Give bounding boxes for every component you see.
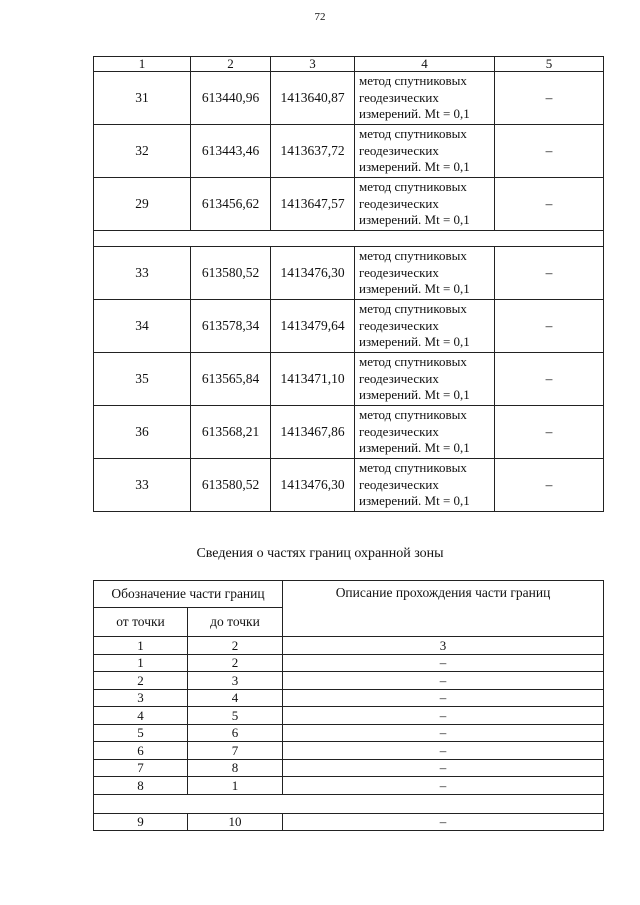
method-line: измерений. Mt = 0,1 bbox=[359, 281, 470, 297]
table-row bbox=[94, 459, 604, 512]
table-row bbox=[94, 777, 604, 795]
table-row bbox=[94, 300, 604, 353]
to-point: 8 bbox=[188, 759, 283, 777]
column-number-row bbox=[94, 637, 604, 655]
method-line: геодезических bbox=[359, 370, 439, 386]
from-point: 7 bbox=[94, 759, 188, 777]
method-cell bbox=[355, 406, 495, 459]
x-coordinate: 613443,46 bbox=[191, 125, 271, 178]
point-id: 33 bbox=[94, 247, 191, 300]
point-id: 35 bbox=[94, 353, 191, 406]
method-cell bbox=[355, 178, 495, 231]
to-point: 1 bbox=[188, 777, 283, 795]
to-point: 10 bbox=[188, 813, 283, 831]
from-point: 5 bbox=[94, 724, 188, 742]
y-coordinate: 1413467,86 bbox=[271, 406, 355, 459]
method-line: измерений. Mt = 0,1 bbox=[359, 106, 470, 122]
note-cell: – bbox=[495, 247, 604, 300]
table-row bbox=[94, 689, 604, 707]
y-coordinate: 1413647,57 bbox=[271, 178, 355, 231]
point-id: 29 bbox=[94, 178, 191, 231]
note-cell: – bbox=[495, 125, 604, 178]
y-coordinate: 1413637,72 bbox=[271, 125, 355, 178]
table-row bbox=[94, 353, 604, 406]
y-coordinate: 1413479,64 bbox=[271, 300, 355, 353]
method-line: метод спутниковых bbox=[359, 301, 467, 317]
y-coordinate: 1413476,30 bbox=[271, 247, 355, 300]
method-line: метод спутниковых bbox=[359, 248, 467, 264]
x-coordinate: 613565,84 bbox=[191, 353, 271, 406]
method-line: метод спутниковых bbox=[359, 354, 467, 370]
x-coordinate: 613456,62 bbox=[191, 178, 271, 231]
table-row bbox=[94, 406, 604, 459]
method-line: метод спутниковых bbox=[359, 460, 467, 476]
to-point: 3 bbox=[188, 672, 283, 690]
method-line: геодезических bbox=[359, 476, 439, 492]
description: – bbox=[283, 759, 604, 777]
x-coordinate: 613580,52 bbox=[191, 459, 271, 512]
description: – bbox=[283, 689, 604, 707]
description: – bbox=[283, 672, 604, 690]
method-line: измерений. Mt = 0,1 bbox=[359, 334, 470, 350]
column-number: 1 bbox=[94, 637, 188, 655]
from-point: 8 bbox=[94, 777, 188, 795]
method-line: геодезических bbox=[359, 89, 439, 105]
description: – bbox=[283, 742, 604, 760]
table-row bbox=[94, 742, 604, 760]
y-coordinate: 1413476,30 bbox=[271, 459, 355, 512]
point-id: 36 bbox=[94, 406, 191, 459]
x-coordinate: 613580,52 bbox=[191, 247, 271, 300]
x-coordinate: 613440,96 bbox=[191, 72, 271, 125]
table-row bbox=[94, 247, 604, 300]
method-line: измерений. Mt = 0,1 bbox=[359, 493, 470, 509]
from-point: 2 bbox=[94, 672, 188, 690]
separator-cell bbox=[94, 794, 604, 813]
to-point: 6 bbox=[188, 724, 283, 742]
method-cell bbox=[355, 300, 495, 353]
header-description: Описание прохождения части границ bbox=[283, 581, 604, 637]
method-line: метод спутниковых bbox=[359, 73, 467, 89]
point-id: 31 bbox=[94, 72, 191, 125]
note-cell: – bbox=[495, 72, 604, 125]
table-separator-row bbox=[94, 794, 604, 813]
table-row bbox=[94, 813, 604, 831]
header-to-point: до точки bbox=[188, 608, 283, 637]
table-row bbox=[94, 178, 604, 231]
method-cell bbox=[355, 247, 495, 300]
note-cell: – bbox=[495, 353, 604, 406]
from-point: 9 bbox=[94, 813, 188, 831]
method-line: измерений. Mt = 0,1 bbox=[359, 440, 470, 456]
page-number: 72 bbox=[314, 11, 326, 23]
from-point: 6 bbox=[94, 742, 188, 760]
method-line: метод спутниковых bbox=[359, 179, 467, 195]
column-number: 5 bbox=[495, 57, 604, 72]
table-row bbox=[94, 759, 604, 777]
from-point: 3 bbox=[94, 689, 188, 707]
from-point: 1 bbox=[94, 654, 188, 672]
table-header-row bbox=[94, 581, 604, 608]
table-row bbox=[94, 707, 604, 725]
table-row bbox=[94, 654, 604, 672]
description: – bbox=[283, 707, 604, 725]
description: – bbox=[283, 777, 604, 795]
coordinates-table bbox=[93, 56, 604, 512]
table-row bbox=[94, 724, 604, 742]
description: – bbox=[283, 724, 604, 742]
table-row bbox=[94, 72, 604, 125]
column-number: 3 bbox=[271, 57, 355, 72]
method-line: геодезических bbox=[359, 423, 439, 439]
method-cell bbox=[355, 125, 495, 178]
to-point: 2 bbox=[188, 654, 283, 672]
note-cell: – bbox=[495, 459, 604, 512]
method-cell bbox=[355, 72, 495, 125]
note-cell: – bbox=[495, 406, 604, 459]
column-number: 2 bbox=[191, 57, 271, 72]
method-line: геодезических bbox=[359, 142, 439, 158]
boundary-parts-table bbox=[93, 580, 604, 831]
column-number: 3 bbox=[283, 637, 604, 655]
y-coordinate: 1413471,10 bbox=[271, 353, 355, 406]
method-line: геодезических bbox=[359, 264, 439, 280]
separator-cell bbox=[94, 231, 604, 247]
point-id: 33 bbox=[94, 459, 191, 512]
method-line: метод спутниковых bbox=[359, 126, 467, 142]
method-line: геодезических bbox=[359, 317, 439, 333]
description: – bbox=[283, 654, 604, 672]
column-number: 1 bbox=[94, 57, 191, 72]
to-point: 4 bbox=[188, 689, 283, 707]
column-number: 2 bbox=[188, 637, 283, 655]
note-cell: – bbox=[495, 178, 604, 231]
to-point: 7 bbox=[188, 742, 283, 760]
note-cell: – bbox=[495, 300, 604, 353]
y-coordinate: 1413640,87 bbox=[271, 72, 355, 125]
to-point: 5 bbox=[188, 707, 283, 725]
method-line: измерений. Mt = 0,1 bbox=[359, 387, 470, 403]
table-header-row bbox=[94, 57, 604, 72]
method-line: геодезических bbox=[359, 195, 439, 211]
header-from-point: от точки bbox=[94, 608, 188, 637]
point-id: 32 bbox=[94, 125, 191, 178]
x-coordinate: 613578,34 bbox=[191, 300, 271, 353]
point-id: 34 bbox=[94, 300, 191, 353]
section-title: Сведения о частях границ охранной зоны bbox=[196, 546, 444, 561]
table-row bbox=[94, 125, 604, 178]
header-boundary-designation: Обозначение части границ bbox=[94, 581, 283, 608]
method-cell bbox=[355, 459, 495, 512]
description: – bbox=[283, 813, 604, 831]
method-cell bbox=[355, 353, 495, 406]
column-number: 4 bbox=[355, 57, 495, 72]
method-line: метод спутниковых bbox=[359, 407, 467, 423]
from-point: 4 bbox=[94, 707, 188, 725]
method-line: измерений. Mt = 0,1 bbox=[359, 159, 470, 175]
table-separator-row bbox=[94, 231, 604, 247]
method-line: измерений. Mt = 0,1 bbox=[359, 212, 470, 228]
x-coordinate: 613568,21 bbox=[191, 406, 271, 459]
table-row bbox=[94, 672, 604, 690]
